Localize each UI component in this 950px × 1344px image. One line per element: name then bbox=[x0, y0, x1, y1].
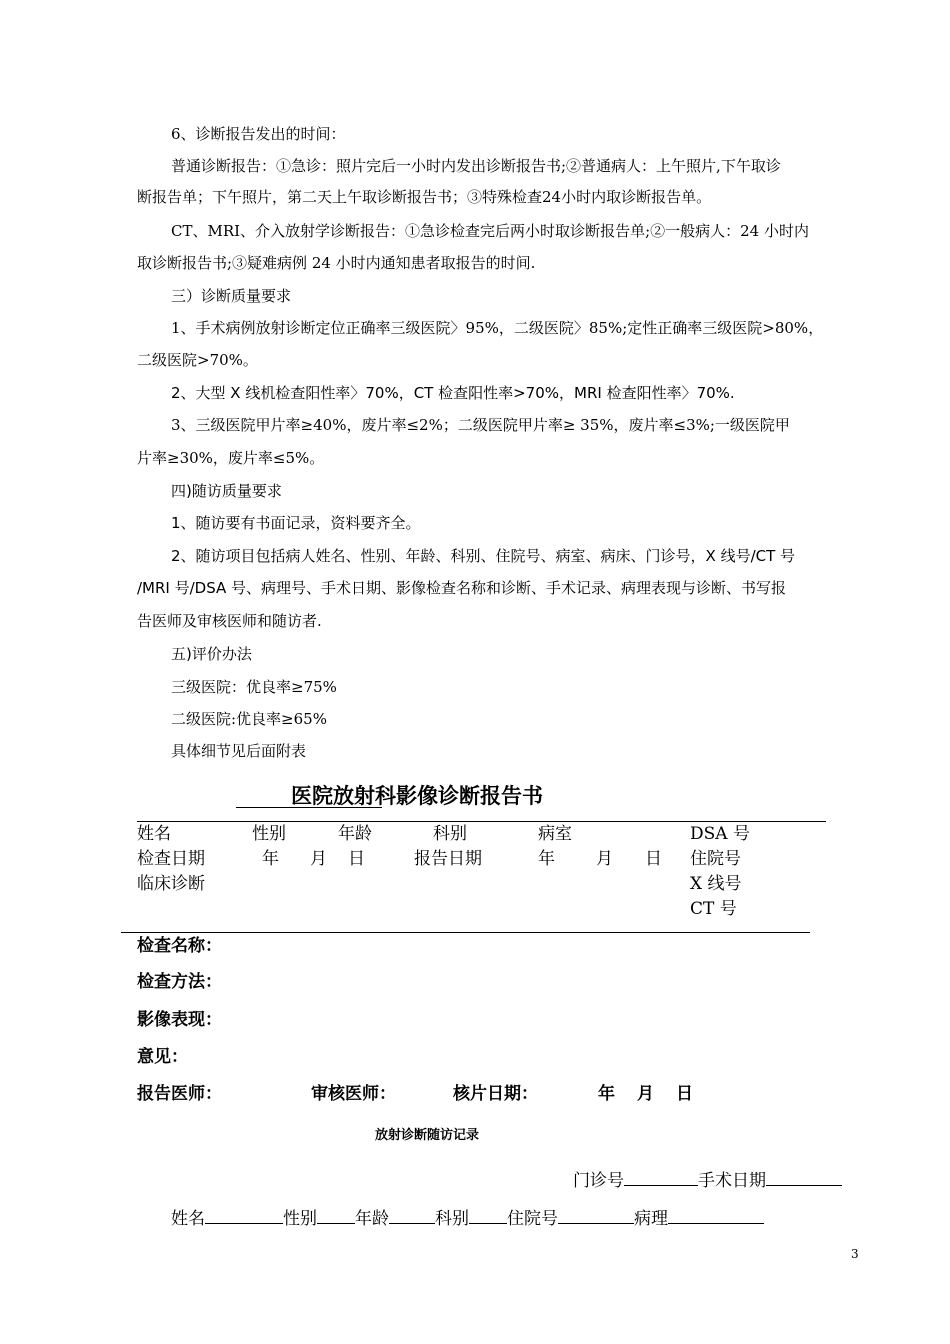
section3-heading: 三）诊断质量要求 bbox=[171, 287, 292, 305]
section4-item1: 1、随访要有书面记录，资料要齐全。 bbox=[171, 514, 421, 532]
label-fu-pathology: 病理 bbox=[634, 1209, 668, 1229]
section5-line2: 二级医院:优良率≥65% bbox=[171, 710, 327, 728]
label-dept: 科别 bbox=[433, 824, 467, 844]
section4-heading: 四)随访质量要求 bbox=[171, 482, 282, 500]
outpatient-number-blank[interactable] bbox=[624, 1170, 698, 1186]
fu-pathology-blank[interactable] bbox=[668, 1208, 764, 1224]
field-exam-method: 检查方法： bbox=[137, 972, 222, 992]
label-fu-sex: 性别 bbox=[283, 1209, 317, 1229]
label-fu-name: 姓名 bbox=[171, 1209, 205, 1229]
label-reviewing-doctor: 审核医师： bbox=[311, 1084, 396, 1104]
section3-item2: 2、大型 X 线机检查阳性率〉70%，CT 检查阳性率>70%，MRI 检查阳性率〉70%. bbox=[171, 384, 735, 402]
label-verify-date: 核片日期： bbox=[453, 1084, 538, 1104]
followup-title: 放射诊断随访记录 bbox=[375, 1128, 480, 1143]
label-clinical-diagnosis: 临床诊断 bbox=[137, 874, 205, 894]
section4-item2-line2: /MRI 号/DSA 号、病理号、手术日期、影像检查名称和诊断、手术记录、病理表现与诊断、书写报 bbox=[137, 579, 787, 597]
fu-sex-blank[interactable] bbox=[317, 1208, 355, 1224]
label-name: 姓名 bbox=[137, 824, 171, 844]
label-fu-inpatient: 住院号 bbox=[507, 1209, 558, 1229]
label-inpatient: 住院号 bbox=[690, 849, 741, 869]
section6-heading: 6、诊断报告发出的时间： bbox=[171, 125, 346, 143]
label-outpatient-number: 门诊号 bbox=[573, 1171, 624, 1191]
field-opinion: 意见： bbox=[137, 1047, 188, 1067]
label-age: 年龄 bbox=[338, 824, 372, 844]
label-xray-number: X 线号 bbox=[690, 874, 742, 894]
exam-date-year: 年 bbox=[262, 849, 279, 869]
section3-item3-line2: 片率≥30%，废片率≤5%。 bbox=[137, 449, 325, 467]
fu-inpatient-blank[interactable] bbox=[558, 1208, 634, 1224]
section6-p1-line2: 断报告单；下午照片，第二天上午取诊断报告书；③特殊检查24小时内取诊断报告单。 bbox=[137, 188, 712, 206]
report-date-month: 月 bbox=[596, 849, 613, 869]
form-middle-rule bbox=[121, 932, 810, 933]
section5-line3: 具体细节见后面附表 bbox=[171, 742, 307, 760]
followup-row2 bbox=[171, 1204, 764, 1229]
label-dsa: DSA 号 bbox=[690, 824, 750, 844]
page-number: 3 bbox=[851, 1247, 859, 1261]
report-date-day: 日 bbox=[645, 849, 662, 869]
label-sex: 性别 bbox=[252, 824, 286, 844]
fu-age-blank[interactable] bbox=[389, 1208, 435, 1224]
section3-item1-line2: 二级医院>70%。 bbox=[137, 351, 258, 369]
field-imaging: 影像表现： bbox=[137, 1010, 222, 1030]
report-date-year: 年 bbox=[538, 849, 555, 869]
verify-date-year: 年 bbox=[598, 1084, 615, 1104]
section6-p1-line1: 普通诊断报告：①急诊：照片完后一小时内发出诊断报告书;②普通病人：上午照片,下午取诊 bbox=[171, 157, 781, 175]
section3-item3-line1: 3、三级医院甲片率≥40%，废片率≤2%；二级医院甲片率≥ 35%，废片率≤3%;一级医院甲 bbox=[171, 416, 790, 434]
exam-date-month: 月 bbox=[310, 849, 327, 869]
section3-item1-line1: 1、手术病例放射诊断定位正确率三级医院〉95%，二级医院〉85%;定性正确率三级医院>80%， bbox=[171, 319, 824, 337]
fu-name-blank[interactable] bbox=[205, 1208, 283, 1224]
label-reporting-doctor: 报告医师： bbox=[137, 1084, 222, 1104]
label-report-date: 报告日期 bbox=[414, 849, 482, 869]
followup-row1 bbox=[573, 1166, 842, 1191]
verify-date-day: 日 bbox=[676, 1084, 693, 1104]
exam-date-day: 日 bbox=[348, 849, 365, 869]
section4-item2-line1: 2、随访项目包括病人姓名、性别、年龄、科别、住院号、病室、病床、门诊号，X 线号/CT 号 bbox=[171, 547, 796, 565]
label-ct-number: CT 号 bbox=[690, 899, 737, 919]
surgery-date-blank[interactable] bbox=[766, 1170, 842, 1186]
field-exam-name: 检查名称： bbox=[137, 936, 222, 956]
fu-dept-blank[interactable] bbox=[469, 1208, 507, 1224]
label-fu-age: 年龄 bbox=[355, 1209, 389, 1229]
label-surgery-date: 手术日期 bbox=[698, 1171, 766, 1191]
report-form-title: 医院放射科影像诊断报告书 bbox=[291, 784, 543, 808]
section5-heading: 五)评价办法 bbox=[171, 645, 252, 663]
section6-p2-line2: 取诊断报告书;③疑难病例 24 小时内通知患者取报告的时间. bbox=[137, 254, 536, 272]
form-top-rule bbox=[137, 821, 826, 822]
label-exam-date: 检查日期 bbox=[137, 849, 205, 869]
section5-line1: 三级医院：优良率≥75% bbox=[171, 678, 337, 696]
section4-item2-line3: 告医师及审核医师和随访者. bbox=[137, 612, 322, 630]
verify-date-month: 月 bbox=[637, 1084, 654, 1104]
label-ward: 病室 bbox=[538, 824, 572, 844]
section6-p2-line1: CT、MRI、介入放射学诊断报告：①急诊检查完后两小时取诊断报告单;②一般病人：24 小时内 bbox=[171, 222, 809, 240]
label-fu-dept: 科别 bbox=[435, 1209, 469, 1229]
